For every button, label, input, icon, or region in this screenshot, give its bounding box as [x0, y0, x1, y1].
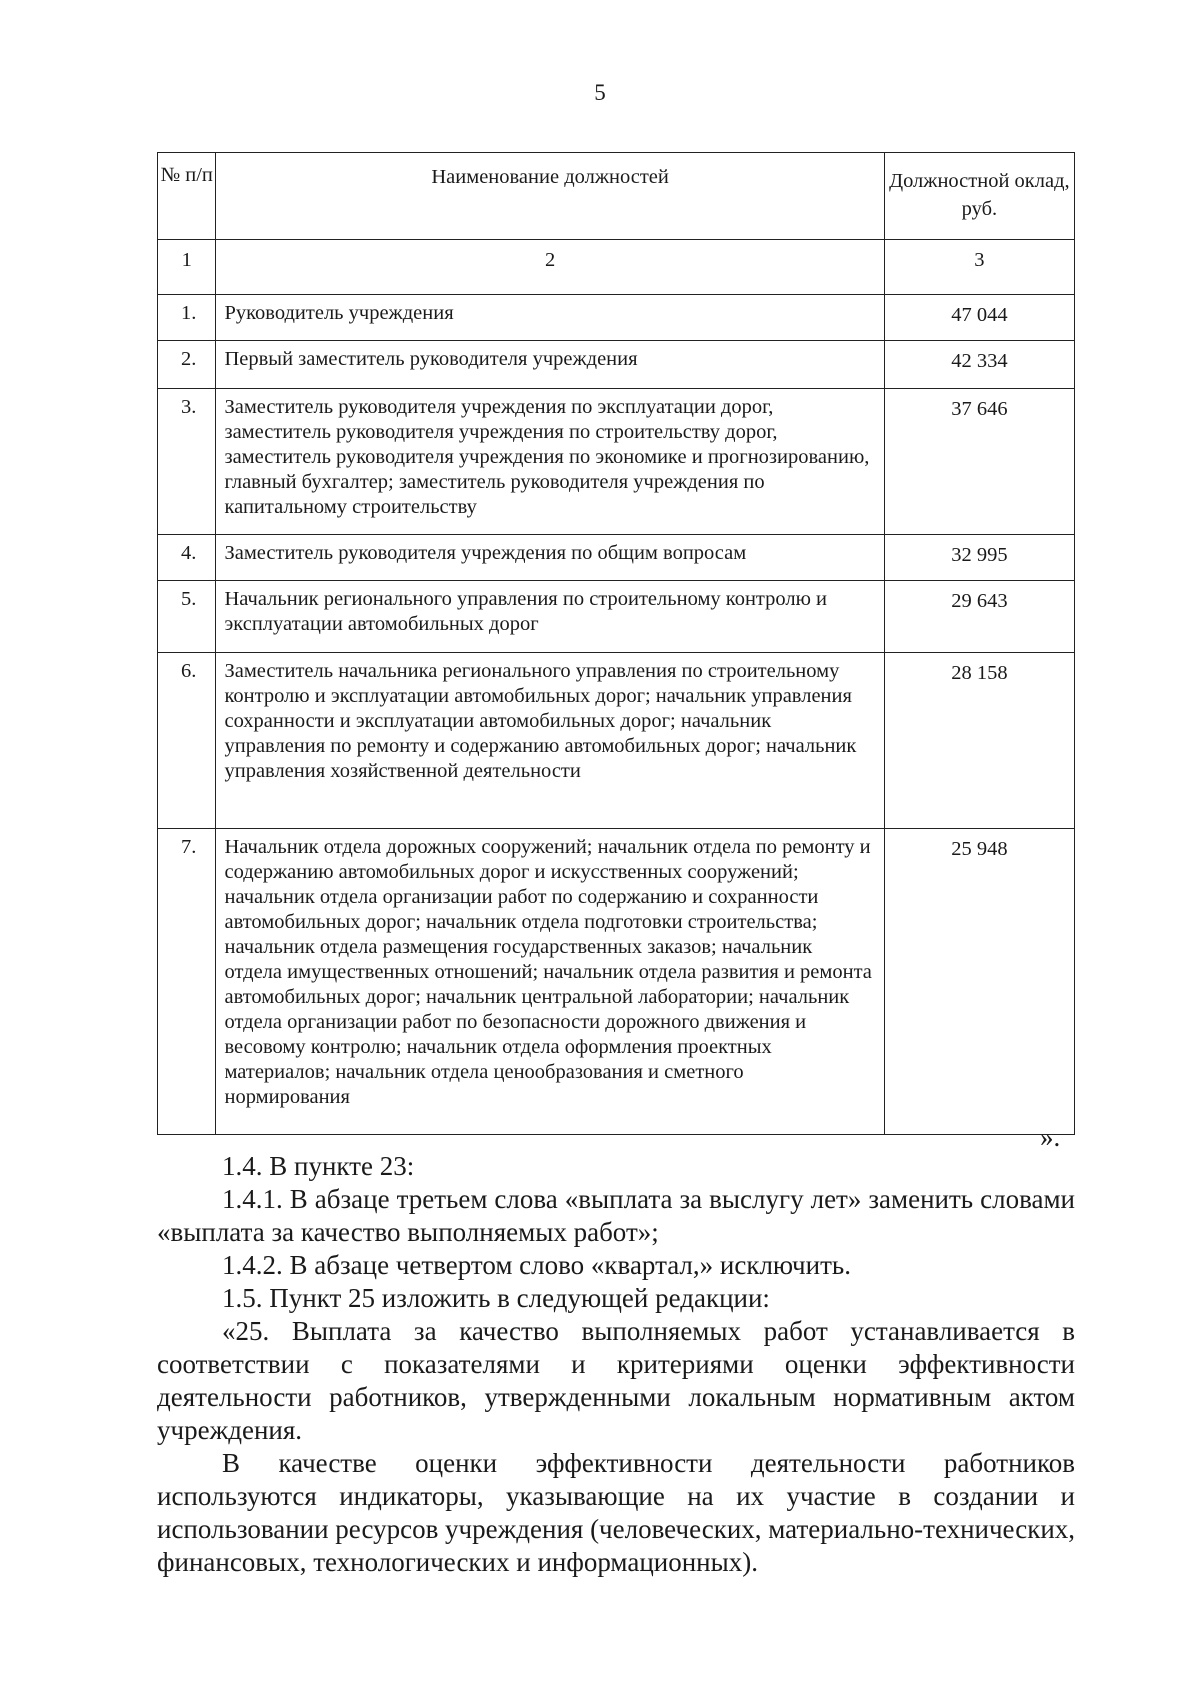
paragraph: В качестве оценки эффективности деятельности работников используются индикаторы, указывающие на их участие в создании и использовании ресурсов учреждения (человеческих, материально-технических, финансовых, технологических и информационных).: [157, 1448, 1076, 1577]
table-row: [158, 581, 1075, 653]
index-cell: 2: [216, 240, 884, 295]
paragraph: «25. Выплата за качество выполняемых работ устанавливается в соответствии с показателями и критериями оценки эффективности деятельности работников, утвержденными локальным нормативным актом учреждения.: [157, 1316, 1075, 1445]
table-row: [158, 535, 1075, 581]
row-num: 5.: [158, 581, 216, 653]
row-salary: 37 646: [884, 389, 1074, 535]
paragraph: 1.4.2. В абзаце четвертом слово «квартал,» исключить.: [222, 1250, 851, 1280]
row-salary: 32 995: [884, 535, 1074, 581]
page-number: 5: [594, 80, 606, 105]
paragraph: 1.5. Пункт 25 изложить в следующей редакции:: [222, 1283, 770, 1313]
row-num: 2.: [158, 341, 216, 389]
header-num: № п/п: [158, 153, 216, 240]
row-position: Начальник регионального управления по строительному контролю и эксплуатации автомобильных дорог: [216, 581, 884, 653]
amendment-text: [157, 1150, 1075, 1579]
row-salary: 28 158: [884, 653, 1074, 829]
paragraph: 1.4. В пункте 23:: [222, 1151, 415, 1181]
row-position: Первый заместитель руководителя учреждения: [216, 341, 884, 389]
index-cell: 1: [158, 240, 216, 295]
closing-quote-mark: ».: [1040, 1122, 1061, 1152]
table-row: [158, 295, 1075, 341]
row-num: 1.: [158, 295, 216, 341]
header-name: Наименование должностей: [216, 153, 884, 240]
row-salary: 29 643: [884, 581, 1074, 653]
row-salary: 25 948: [884, 829, 1074, 1135]
row-num: 6.: [158, 653, 216, 829]
row-position: Заместитель начальника регионального управления по строительному контролю и эксплуатации автомобильных дорог; начальник управления сохранности и эксплуатации автомобильных дорог; начальник управления по ремонту и содержанию автомобильных дорог; начальник управления хозяйственной деятельности: [216, 653, 884, 829]
row-position: Руководитель учреждения: [216, 295, 884, 341]
table-index-row: [158, 240, 1075, 295]
table-row: [158, 389, 1075, 535]
table-row: [158, 341, 1075, 389]
row-position: Начальник отдела дорожных сооружений; начальник отдела по ремонту и содержанию автомобильных дорог и искусственных сооружений; начальник отдела организации работ по содержанию и сохранности автомобильных дорог; начальник отдела подготовки строительства; начальник отдела размещения государственных заказов; начальник отдела имущественных отношений; начальник отдела развития и ремонта автомобильных дорог; начальник центральной лаборатории; начальник отдела организации работ по безопасности дорожного движения и весовому контролю; начальник отдела оформления проектных материалов; начальник отдела ценообразования и сметного нормирования: [216, 829, 884, 1135]
row-position: Заместитель руководителя учреждения по эксплуатации дорог, заместитель руководителя учреждения по строительству дорог, заместитель руководителя учреждения по экономике и прогнозированию, главный бухгалтер; заместитель руководителя учреждения по капитальному строительству: [216, 389, 884, 535]
row-num: 4.: [158, 535, 216, 581]
index-cell: 3: [884, 240, 1074, 295]
table-row: [158, 653, 1075, 829]
row-num: 3.: [158, 389, 216, 535]
row-salary: 42 334: [884, 341, 1074, 389]
salary-table: [157, 152, 1075, 1135]
paragraph: 1.4.1. В абзаце третьем слова «выплата за выслугу лет» заменить словами «выплата за качество выполняемых работ»;: [157, 1184, 1075, 1247]
table-row: [158, 829, 1075, 1135]
row-salary: 47 044: [884, 295, 1074, 341]
table-header-row: [158, 153, 1075, 240]
row-num: 7.: [158, 829, 216, 1135]
header-salary: Должностной оклад, руб.: [884, 153, 1074, 240]
row-position: Заместитель руководителя учреждения по общим вопросам: [216, 535, 884, 581]
